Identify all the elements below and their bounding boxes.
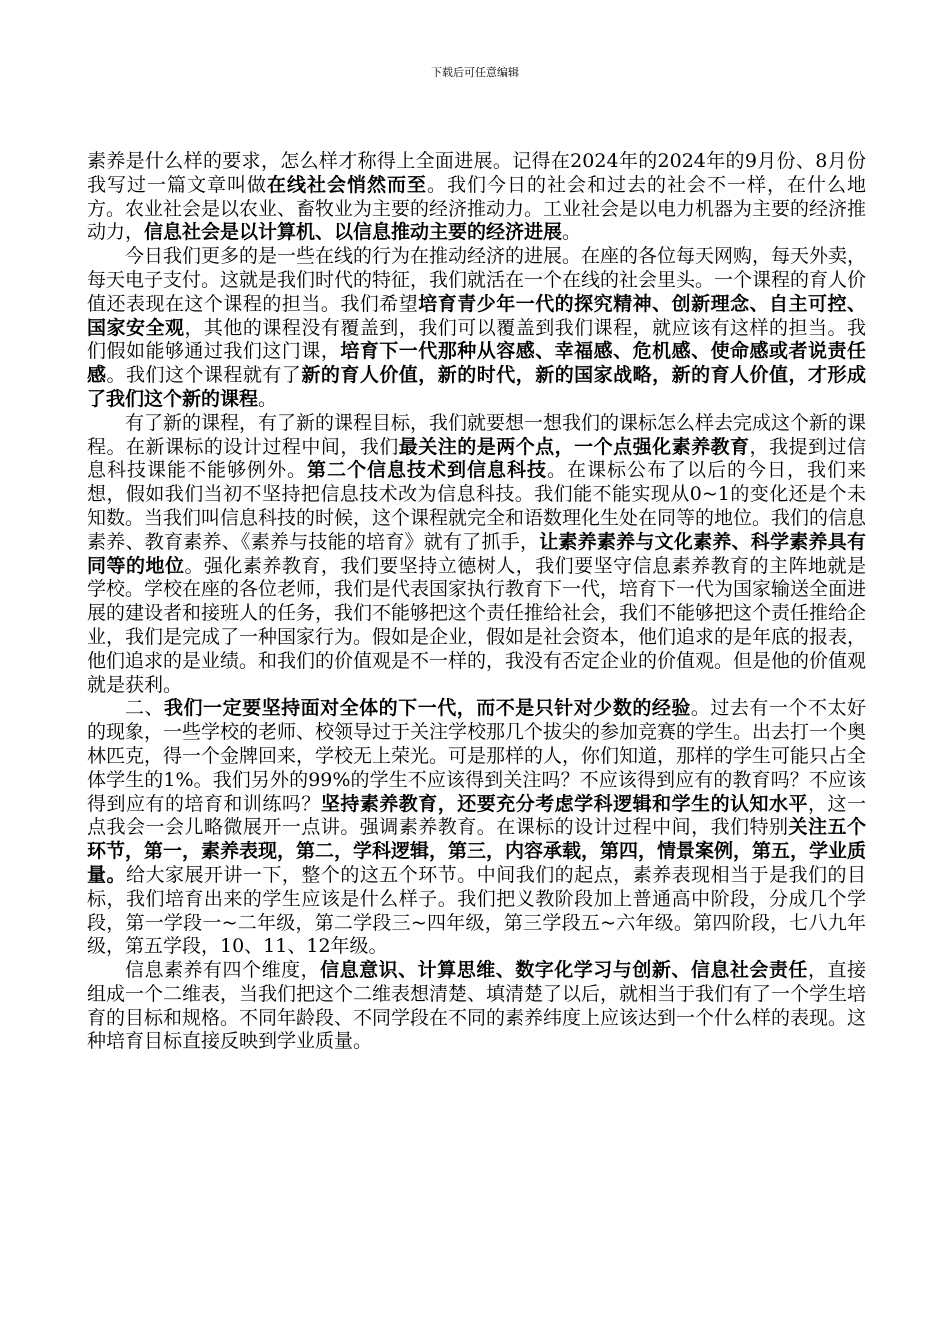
document-body: [87, 150, 866, 1054]
page-header: 下载后可任意编辑: [431, 66, 519, 79]
text-run: 。我们这个课程就有了: [106, 364, 302, 387]
text-run: ，这一点我会一会儿略微展开一点讲。强调素养教育。在课标的设计过程中间，我们特别: [87, 792, 866, 839]
text-run: 素养是什么样的要求，怎么样才称得上全面进展。记得在2024年的2024年的9月份、8月份我写过一篇文章叫做: [87, 150, 866, 196]
text-run: 信息素养有四个维度，: [125, 959, 321, 982]
text-run: 。在课标公布了以后的今日，我们来想，假如我们当初不坚持把信息技术改为信息科技。我们能不能实现从0~1的变化还是个未知数。当我们叫信息科技的时候，这个课程就完全和语数理化生处在同等的地位。我们的信息素养、教育素养、《素养与技能的培育》就有了抓手，: [87, 459, 867, 553]
bold-text-run: 培育下一代那种从容感、幸福感、危机感、使命感或者说责任感: [87, 340, 866, 387]
paragraph: [87, 959, 866, 1054]
bold-text-run: 新的育人价值，新的时代，新的国家战略，新的育人价值，才形成了我们这个新的课程: [87, 364, 866, 410]
paragraph: [87, 150, 866, 245]
text-run: ，直接组成一个二维表，当我们把这个二维表想清楚、填清楚了以后，就相当于我们有了一个学生培育的目标和规格。不同年龄段、不同学段在不同的素养纬度上应该达到一个什么样的表现。这种培育目标直接反映到学业质量。: [87, 959, 867, 1053]
bold-text-run: 第二个信息技术到信息科技: [307, 459, 547, 482]
text-run: 给大家展开讲一下，整个的这五个环节。中间我们的起点，素养表现相当于是我们的目标，我们培育出来的学生应该是什么样子。我们把义教阶段加上普通高中阶段，分成几个学段，第一学段一~二年级，第二学段三~四年级，第三学段五~六年级。第四阶段，七八九年级，第五学段，10、11、12年级。: [87, 863, 866, 958]
text-run: 。过去有一个不太好的现象，一些学校的老师、校领导过于关注学校那几个拔尖的参加竞赛的学生。出去打一个奥林匹克，得一个金牌回来，学校无上荣光。可是那样的人，你们知道，那样的学生可能只占全体学生的1%。我们另外的99%的学生不应该得到关注吗？不应该得到应有的教育吗？不应该得到应有的培育和训练吗？: [87, 697, 867, 815]
bold-text-run: 让素养素养与文化素养、科学素养具有同等的地位: [87, 530, 866, 577]
text-run: 今日我们更多的是一些在线的行为在推动经济的进展。在座的各位每天网购，每天外卖，每天电子支付。这就是我们时代的特征，我们就活在一个在线的社会里头。一个课程的育人价值还表现在这个课程的担当。我们希望: [87, 245, 867, 315]
bold-text-run: 关注五个环节，第一，素养表现，第二，学科逻辑，第三，内容承载，第四，情景案例，第五，学业质量。: [87, 816, 867, 886]
text-run: 。: [258, 387, 278, 410]
bold-text-run: 坚持素养教育，还要充分考虑学科逻辑和学生的认知水平: [320, 792, 808, 815]
paragraph: [87, 245, 866, 412]
bold-text-run: 我们一定要坚持面对全体的下一代，而不是只针对少数的经验: [164, 697, 691, 720]
text-run: 二、: [125, 697, 165, 720]
bold-text-run: 在线社会悄然而至: [267, 173, 427, 196]
paragraph: [87, 697, 866, 959]
bold-text-run: 最关注的是两个点，一个点强化素养教育: [398, 435, 750, 458]
text-run: ，其他的课程没有覆盖到，我们可以覆盖到我们课程，就应该有这样的担当。我们假如能够通过我们这门课，: [87, 316, 866, 363]
text-run: ，我提到过信息科技课能不能够例外。: [87, 435, 866, 482]
bold-text-run: 培育青少年一代的探究精神、创新理念、自主可控、国家安全观: [87, 292, 866, 339]
bold-text-run: 信息意识、计算思维、数字化学习与创新、信息社会责任: [320, 959, 808, 982]
paragraph: [87, 412, 866, 698]
text-run: 。强化素养教育，我们要坚持立德树人，我们要坚守信息素养教育的主阵地就是学校。学校在座的各位老师，我们是代表国家执行教育下一代，培育下一代为国家输送全面进展的建设者和接班人的任务，我们不能够把这个责任推给社会，我们不能够把这个责任推给企业，我们是完成了一种国家行为。假如是企业，假如是社会资本，他们追求的是年底的报表，他们追求的是业绩。和我们的价值观是不一样的，我没有否定企业的价值观。但是他的价值观就是获利。: [87, 554, 867, 696]
bold-text-run: 信息社会是以计算机、以信息推动主要的经济进展: [144, 221, 563, 244]
text-run: 。: [562, 221, 582, 244]
text-run: 。我们今日的社会和过去的社会不一样，在什么地方。农业社会是以农业、畜牧业为主要的经济推动力。工业社会是以电力机器为主要的经济推动力，: [87, 173, 867, 244]
text-run: 有了新的课程，有了新的课程目标，我们就要想一想我们的课标怎么样去完成这个新的课程。在新课标的设计过程中间，我们: [87, 411, 867, 458]
